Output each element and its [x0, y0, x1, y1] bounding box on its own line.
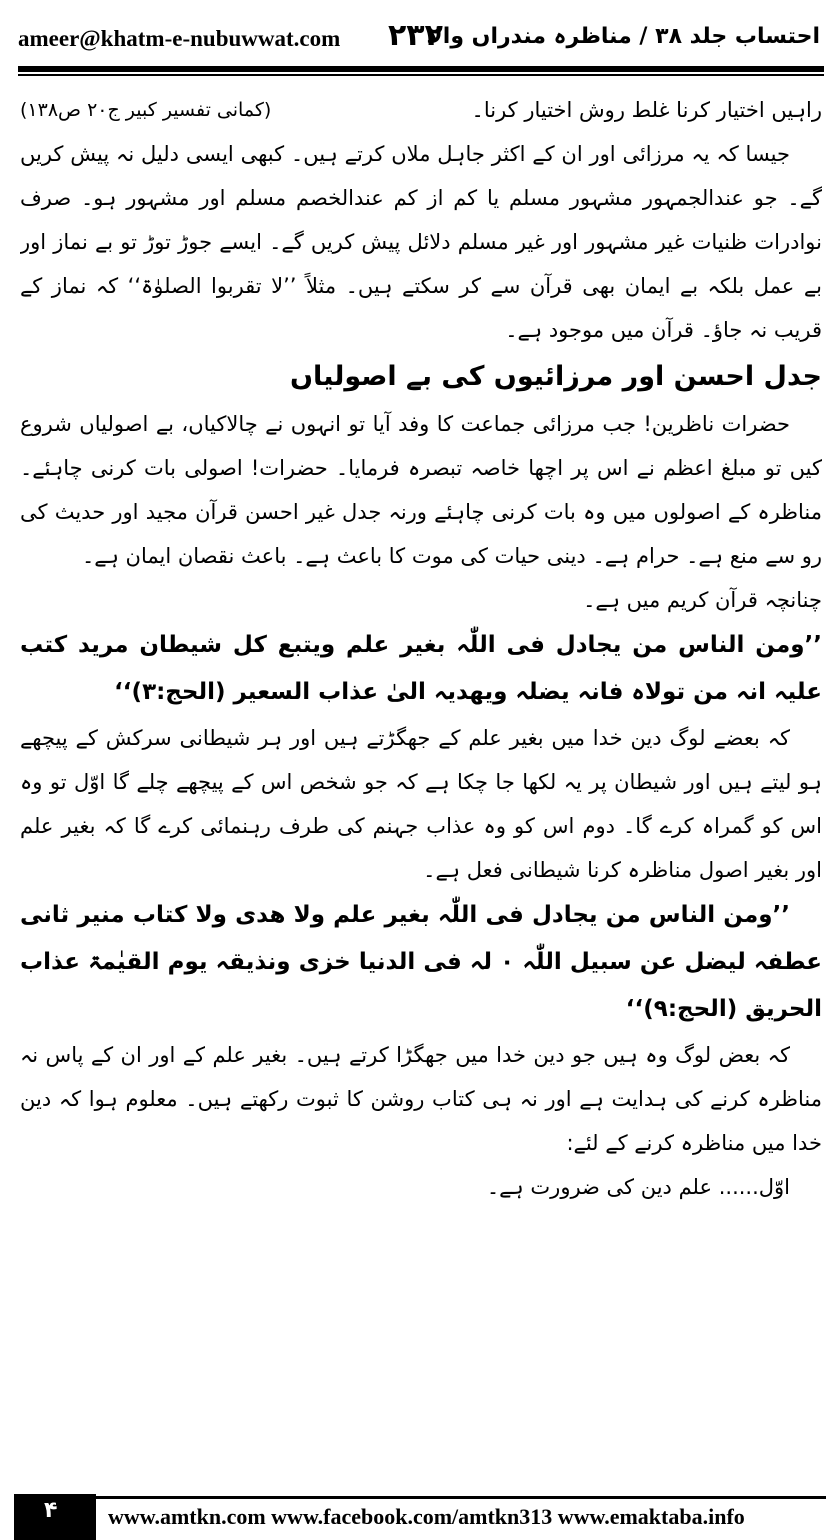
paragraph-3-intro: چنانچہ قرآن کریم میں ہے۔: [583, 588, 822, 612]
quran-quote-1: ’’ومن الناس من یجادل فی اللّٰہ بغیر علم ویتبع کل شیطان مرید کتب علیہ انہ من تولاہ فانہ یضلہ ویھدیہ الیٰ عذاب السعیر (الحج:۳)‘‘: [20, 632, 822, 705]
quran-quote-2: ’’ومن الناس من یجادل فی اللّٰہ بغیر علم ولا ھدی ولا کتاب منیر ثانی عطفہ لیضل عن سبیل اللّٰہ ۰ لہ فی الدنیا خزی ونذیقہ یوم القیٰمۃ عذاب الحریق (الحج:۹)‘‘: [20, 902, 822, 1022]
header-book-title: احتساب جلد ۳۸ / مناظرہ مندراں والا: [426, 24, 820, 49]
section-heading: جدل احسن اور مرزائیوں کی بے اصولیاں: [290, 361, 822, 392]
page-header: [0, 0, 840, 68]
paragraph-2: حضرات ناظرین! جب مرزائی جماعت کا وفد آیا تو انہوں نے چالاکیاں، بے اصولیاں شروع کیں تو مبلغ اعظم نے اس پر اچھا خاصہ تبصرہ فرمایا۔ حضرات! اصولی بات کرنی چاہئے۔ مناظرہ کے اصولوں میں وہ بات کرنی چاہئے ورنہ جدل غیر احسن قرآن مجید اور حدیث کی رو سے منع ہے۔ حرام ہے۔ دینی حیات کی موت کا باعث ہے۔ باعث نقصان ایمان ہے۔: [20, 412, 822, 568]
header-rule-thin: [18, 74, 824, 76]
header-rule-thick: [18, 66, 824, 72]
paragraph-5: کہ بعض لوگ وہ ہیں جو دین خدا میں جھگڑا کرتے ہیں۔ بغیر علم کے اور ان کے پاس نہ مناظرہ کرنے کی ہدایت ہے اور نہ ہی کتاب روشن کا ثبوت رکھتے ہیں۔ معلوم ہوا کہ دین خدا میں مناظرہ کرنے کے لئے:: [20, 1043, 822, 1155]
page-body: [20, 88, 822, 1472]
paragraph-1: جیسا کہ یہ مرزائی اور ان کے اکثر جاہل ملاں کرتے ہیں۔ کبھی ایسی دلیل نہ پیش کریں گے۔ جو عندالجمہور مشہور مسلم یا کم از کم عندالخصم مسلم اور مشہور ہو۔ صرف نوادرات ظنیات غیر مشہور اور غیر مسلم دلائل پیش کریں گے۔ ایسے جوڑ توڑ تو بے نماز اور بے عمل بلکہ بے ایمان بھی قرآن سے کر سکتے ہیں۔ مثلاً ’’لا تقربوا الصلوٰۃ‘‘ کہ نماز کے قریب نہ جاؤ۔ قرآن میں موجود ہے۔: [20, 142, 822, 342]
paragraph-4: کہ بعضے لوگ دین خدا میں بغیر علم کے جھگڑتے ہیں اور ہر شیطانی سرکش کے پیچھے ہو لیتے ہیں اور شیطان پر یہ لکھا جا چکا ہے کہ جو شخص اس کے پیچھے چلے گا اوّل تو وہ اس کو گمراہ کرے گا۔ دوم اس کو وہ عذاب جہنم کی طرف رہنمائی کرے گا کہ بغیر علم اور بغیر اصول مناظرہ کرنا شیطانی فعل ہے۔: [20, 726, 822, 882]
footer-page-mark: ۴: [44, 1498, 58, 1523]
body-first-line: [20, 88, 822, 132]
list-item-1: اوّل...... علم دین کی ضرورت ہے۔: [486, 1175, 790, 1199]
footer-rule: [96, 1496, 826, 1499]
body-line-1: راہیں اختیار کرنا غلط روش اختیار کرنا۔: [471, 98, 822, 122]
header-email: ameer@khatm-e-nubuwwat.com: [18, 26, 341, 51]
header-page-number: ۲۳۲: [388, 18, 443, 53]
citation-ref-1: (کمانی تفسیر کبیر ج۲۰ ص۱۳۸): [20, 99, 272, 121]
page-footer: [0, 1486, 840, 1540]
footer-links: www.amtkn.com www.facebook.com/amtkn313 www.emaktaba.info: [108, 1504, 745, 1529]
